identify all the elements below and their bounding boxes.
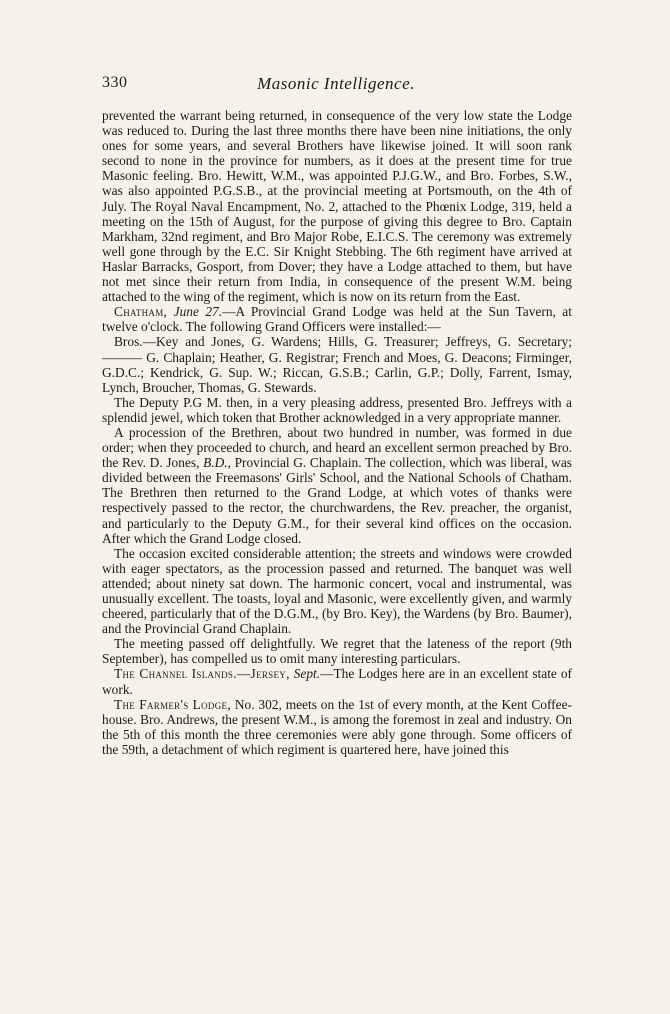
paragraph-text: —The Lodges here are in an excellent state of work. <box>102 666 572 697</box>
article-body <box>102 108 572 757</box>
paragraph-channel-islands <box>102 666 572 696</box>
paragraph-text: A procession of the Brethren, about two hundred in number, was formed in due order; when they proceeded to church, and heard an excellent sermon preached by Bro. the Rev. D. Jones, <box>102 424 572 471</box>
paragraph-jewel <box>102 395 572 425</box>
paragraph-occasion <box>102 546 572 637</box>
paragraph-officers <box>102 334 572 394</box>
paragraph-text: No. 302, meets on the 1st of every month, at the Kent Coffee-house. Bro. Andrews, the present W.M., is among the foremost in zeal and industry. On the 5th of this month the three ceremonies were ably gone through. Some officers of the 59th, a detachment of which regiment is quartered here, have joined this <box>102 696 572 757</box>
paragraph-text: prevented the warrant being returned, in consequence of the very low state the Lodge was reduced to. During the last three months there have been nine initiations, the only ones for some years, and several Brothers have likewise joined. It will soon rank second to none in the province for numbers, as it does at the present time for true Masonic feeling. Bro. Hewitt, W.M., was appointed P.J.G.W., and Bro. Forbes, S.W., was also appointed P.G.S.B., at the provincial meeting at Portsmouth, on the 4th of July. The Royal Naval Encampment, No. 2, attached to the Phœnix Lodge, 319, held a meeting on the 15th of August, for the purpose of giving this degree to Bro. Captain Markham, 32nd regiment, and Bro Major Robe, E.I.C.S. The ceremony was extremely well gone through by the E.C. Sir Knight Stebbing. The 6th regiment have arrived at Haslar Barracks, Gosport, from Dover; they have a Lodge attached to them, but have not met since their return from India, in consequence of the present W.M. being attached to the wing of the regiment, which is now on its return from the East. <box>102 108 572 305</box>
paragraph-text: The occasion excited considerable attention; the streets and windows were crowded with eager spectators, as the procession passed and returned. The banquet was well attended; about ninety sat down. The harmonic concert, vocal and instrumental, was unusually excellent. The toasts, loyal and Masonic, were excellently given, and warmly cheered, particularly that of the D.G.M., (by Bro. Key), the Wardens (by Bro. Baumer), and the Provincial Grand Chaplain. <box>102 545 572 637</box>
place-heading: Chatham, <box>114 304 168 320</box>
lodge-heading: The Farmer's Lodge, <box>114 696 231 712</box>
paragraph-meeting <box>102 636 572 666</box>
paragraph-chatham <box>102 304 572 334</box>
paragraph-text: , Provincial G. Chaplain. The collection, which was liberal, was divided between the Freemasons' Girls' School, and the National Schools of Chatham. The Brethren then returned to the Grand Lodge, at which votes of thanks were respectively passed to the rector, the churchwardens, the Rev. preacher, the organist, and particularly to the Deputy G.M., for their several kind offices on the occasion. After which the Grand Lodge closed. <box>102 455 573 546</box>
degree-abbreviation: B.D. <box>203 455 228 471</box>
date-heading: June 27. <box>173 304 223 320</box>
paragraph-text: —A Provincial Grand Lodge was held at the Sun Tavern, at twelve o'clock. The following Grand Officers were installed:— <box>102 304 572 335</box>
page-header <box>102 74 570 96</box>
paragraph-text: The meeting passed off delightfully. We regret that the lateness of the report (9th September), has compelled us to omit many interesting particulars. <box>102 636 572 667</box>
paragraph-farmers-lodge <box>102 697 572 757</box>
paragraph-1 <box>102 108 572 304</box>
paragraph-text: Bros.—Key and Jones, G. Wardens; Hills, G. Treasurer; Jeffreys, G. Secretary; ——— G. Chaplain; Heather, G. Registrar; French and Moes, G. Deacons; Firminger, G.D.C.; Kendrick, G. Sup. W.; Riccan, G.S.B.; Carlin, G.P.; Dolly, Farrent, Ismay, Lynch, Broucher, Thomas, G. Stewards. <box>102 334 572 395</box>
running-title: Masonic Intelligence. <box>257 74 415 93</box>
place-heading: The Channel Islands.—Jersey, <box>114 666 290 682</box>
page-number: 330 <box>102 74 128 91</box>
date-heading: Sept. <box>293 666 321 682</box>
paragraph-procession <box>102 425 572 546</box>
paragraph-text: The Deputy P.G M. then, in a very pleasing address, presented Bro. Jeffreys with a splendid jewel, which token that Brother acknowledged in a very appropriate manner. <box>102 394 572 425</box>
